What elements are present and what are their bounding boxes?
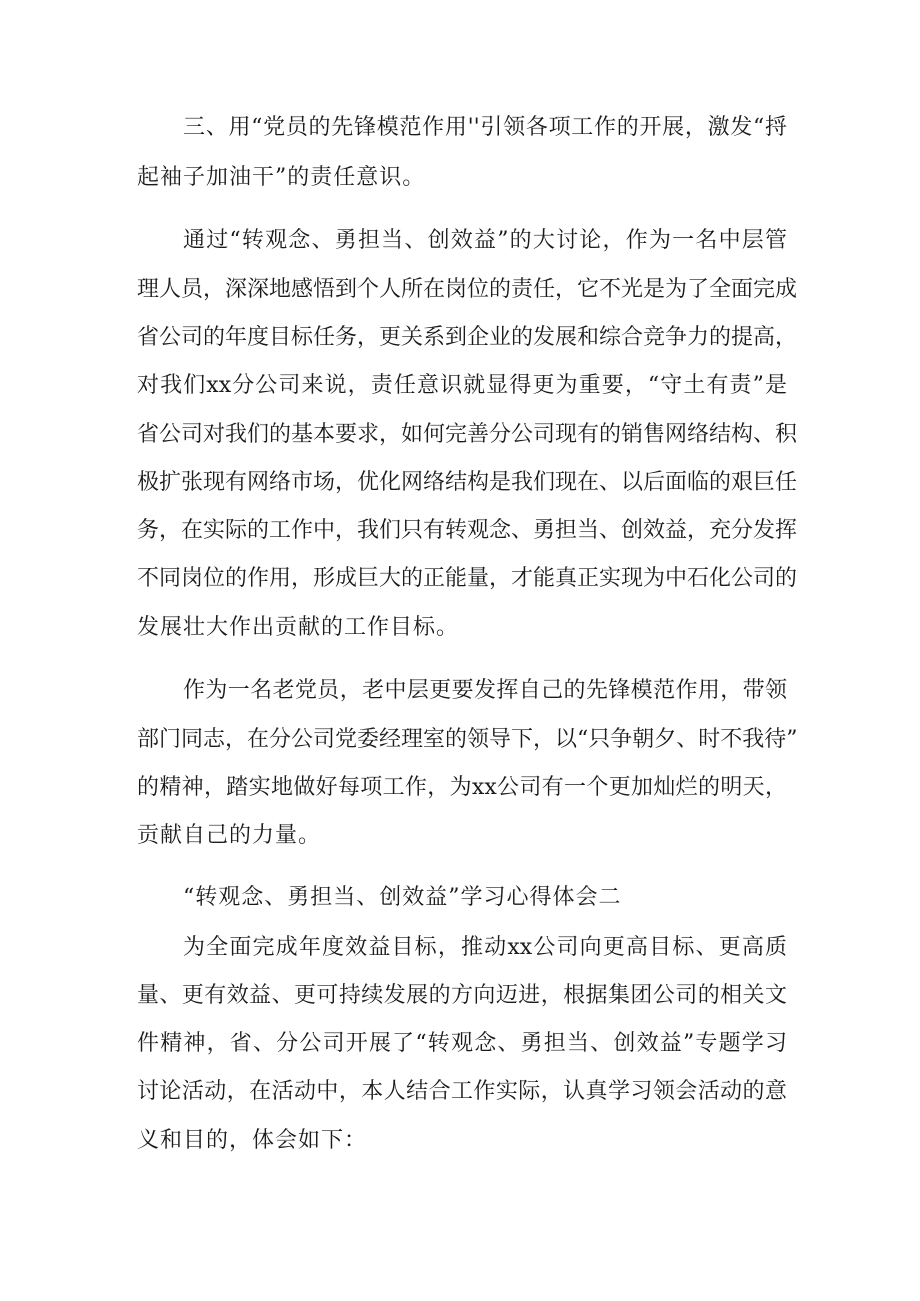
text-line: 量、更有效益、更可持续发展的方向迈进，根据集团公司的相关文 xyxy=(137,983,787,1008)
text-line: 极扩张现有网络市场，优化网络结构是我们现在、以后面临的艰巨任 xyxy=(137,470,798,495)
text-line: 为全面完成年度效益目标，推动xx公司向更高目标、更高质 xyxy=(183,935,787,960)
text-line: 三、用“党员的先锋模范作用''引领各项工作的开展，激发“捋 xyxy=(183,115,787,140)
text-line: 发展壮大作出贡献的工作目标。 xyxy=(137,615,460,640)
text-line: 对我们xx分公司来说，责任意识就显得更为重要，“守土有责”是 xyxy=(137,373,787,398)
text-line: 义和目的，体会如下： xyxy=(137,1128,368,1153)
text-line: 的精神，踏实地做好每项工作，为xx公司有一个更加灿烂的明天， xyxy=(137,775,787,800)
text-line: 务，在实际的工作中，我们只有转观念、勇担当、创效益，充分发挥 xyxy=(137,518,798,543)
text-line: 省公司对我们的基本要求，如何完善分公司现有的销售网络结构、积 xyxy=(137,422,798,447)
text-line: 部门同志，在分公司党委经理室的领导下，以“只争朝夕、时不我待” xyxy=(137,727,798,752)
text-line: 作为一名老党员，老中层更要发挥自己的先锋模范作用，带领 xyxy=(183,678,787,703)
text-line: 件精神，省、分公司开展了“转观念、勇担当、创效益”专题学习 xyxy=(137,1031,787,1056)
section-title: “转观念、勇担当、创效益”学习心得体会二 xyxy=(183,885,622,910)
text-line: 不同岗位的作用，形成巨大的正能量，才能真正实现为中石化公司的 xyxy=(137,566,798,591)
text-line: 通过“转观念、勇担当、创效益”的大讨论，作为一名中层管 xyxy=(183,228,787,253)
text-line: 理人员，深深地感悟到个人所在岗位的责任，它不光是为了全面完成 xyxy=(137,277,798,302)
text-line: 讨论活动，在活动中，本人结合工作实际，认真学习领会活动的意 xyxy=(137,1079,787,1104)
text-line: 起袖子加油干”的责任意识。 xyxy=(137,165,426,190)
text-line: 贡献自己的力量。 xyxy=(137,823,322,848)
text-line: 省公司的年度目标任务，更关系到企业的发展和综合竞争力的提高， xyxy=(137,325,798,350)
